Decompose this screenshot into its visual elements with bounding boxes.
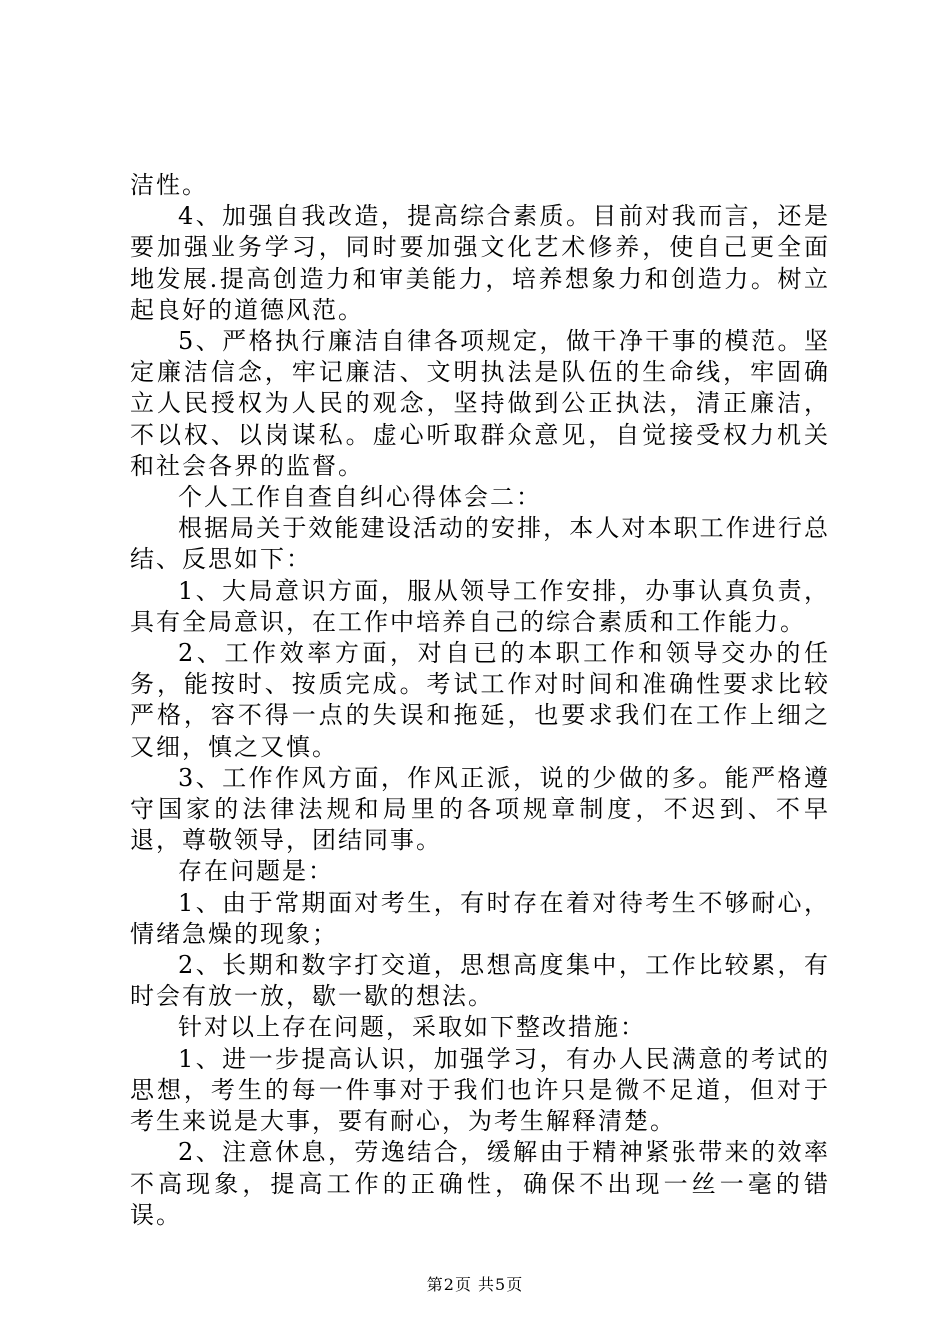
paragraph-13: 2、注意休息，劳逸结合，缓解由于精神紧张带来的效率不高现象，提高工作的正确性，确保不出现一丝一毫的错误。 bbox=[130, 1138, 830, 1229]
paragraph-9: 1、由于常期面对考生，有时存在着对待考生不够耐心，情绪急燥的现象； bbox=[130, 888, 830, 948]
paragraph-4: 根据局关于效能建设活动的安排，本人对本职工作进行总结、反思如下： bbox=[130, 514, 830, 574]
paragraph-11: 针对以上存在问题，采取如下整改措施： bbox=[178, 1013, 646, 1042]
paragraph-8: 存在问题是： bbox=[178, 857, 334, 886]
page-number-footer: 第2页 共5页 bbox=[426, 1275, 524, 1294]
paragraph-1: 4、加强自我改造，提高综合素质。目前对我而言，还是要加强业务学习，同时要加强文化艺术修养，使自己更全面地发展.提高创造力和审美能力，培养想象力和创造力。树立起良好的道德风范。 bbox=[130, 202, 830, 324]
paragraph-10: 2、长期和数字打交道，思想高度集中，工作比较累，有时会有放一放，歇一歇的想法。 bbox=[130, 951, 830, 1011]
paragraph-7: 3、工作作风方面，作风正派，说的少做的多。能严格遵守国家的法律法规和局里的各项规章制度，不迟到、不早退，尊敬领导，团结同事。 bbox=[130, 763, 830, 855]
paragraph-6: 2、工作效率方面，对自已的本职工作和领导交办的任务，能按时、按质完成。考试工作对时间和准确性要求比较严格，容不得一点的失误和拖延，也要求我们在工作上细之又细，慎之又慎。 bbox=[130, 639, 830, 761]
paragraph-12: 1、进一步提高认识，加强学习，有办人民满意的考试的思想，考生的每一件事对于我们也许只是微不足道，但对于考生来说是大事，要有耐心，为考生解释清楚。 bbox=[130, 1044, 830, 1136]
paragraph-2: 5、严格执行廉洁自律各项规定，做干净干事的模范。坚定廉洁信念，牢记廉洁、文明执法是队伍的生命线，牢固确立人民授权为人民的观念，坚持做到公正执法，清正廉洁，不以权、以岗谋私。虚心听取群众意见，自觉接受权力机关和社会各界的监督。 bbox=[130, 327, 830, 480]
document-body bbox=[130, 170, 830, 1231]
paragraph-3-heading: 个人工作自查自纠心得体会二： bbox=[178, 483, 542, 512]
paragraph-5: 1、大局意识方面，服从领导工作安排，办事认真负责，具有全局意识，在工作中培养自己的综合素质和工作能力。 bbox=[130, 576, 830, 636]
paragraph-0: 洁性。 bbox=[130, 171, 208, 199]
